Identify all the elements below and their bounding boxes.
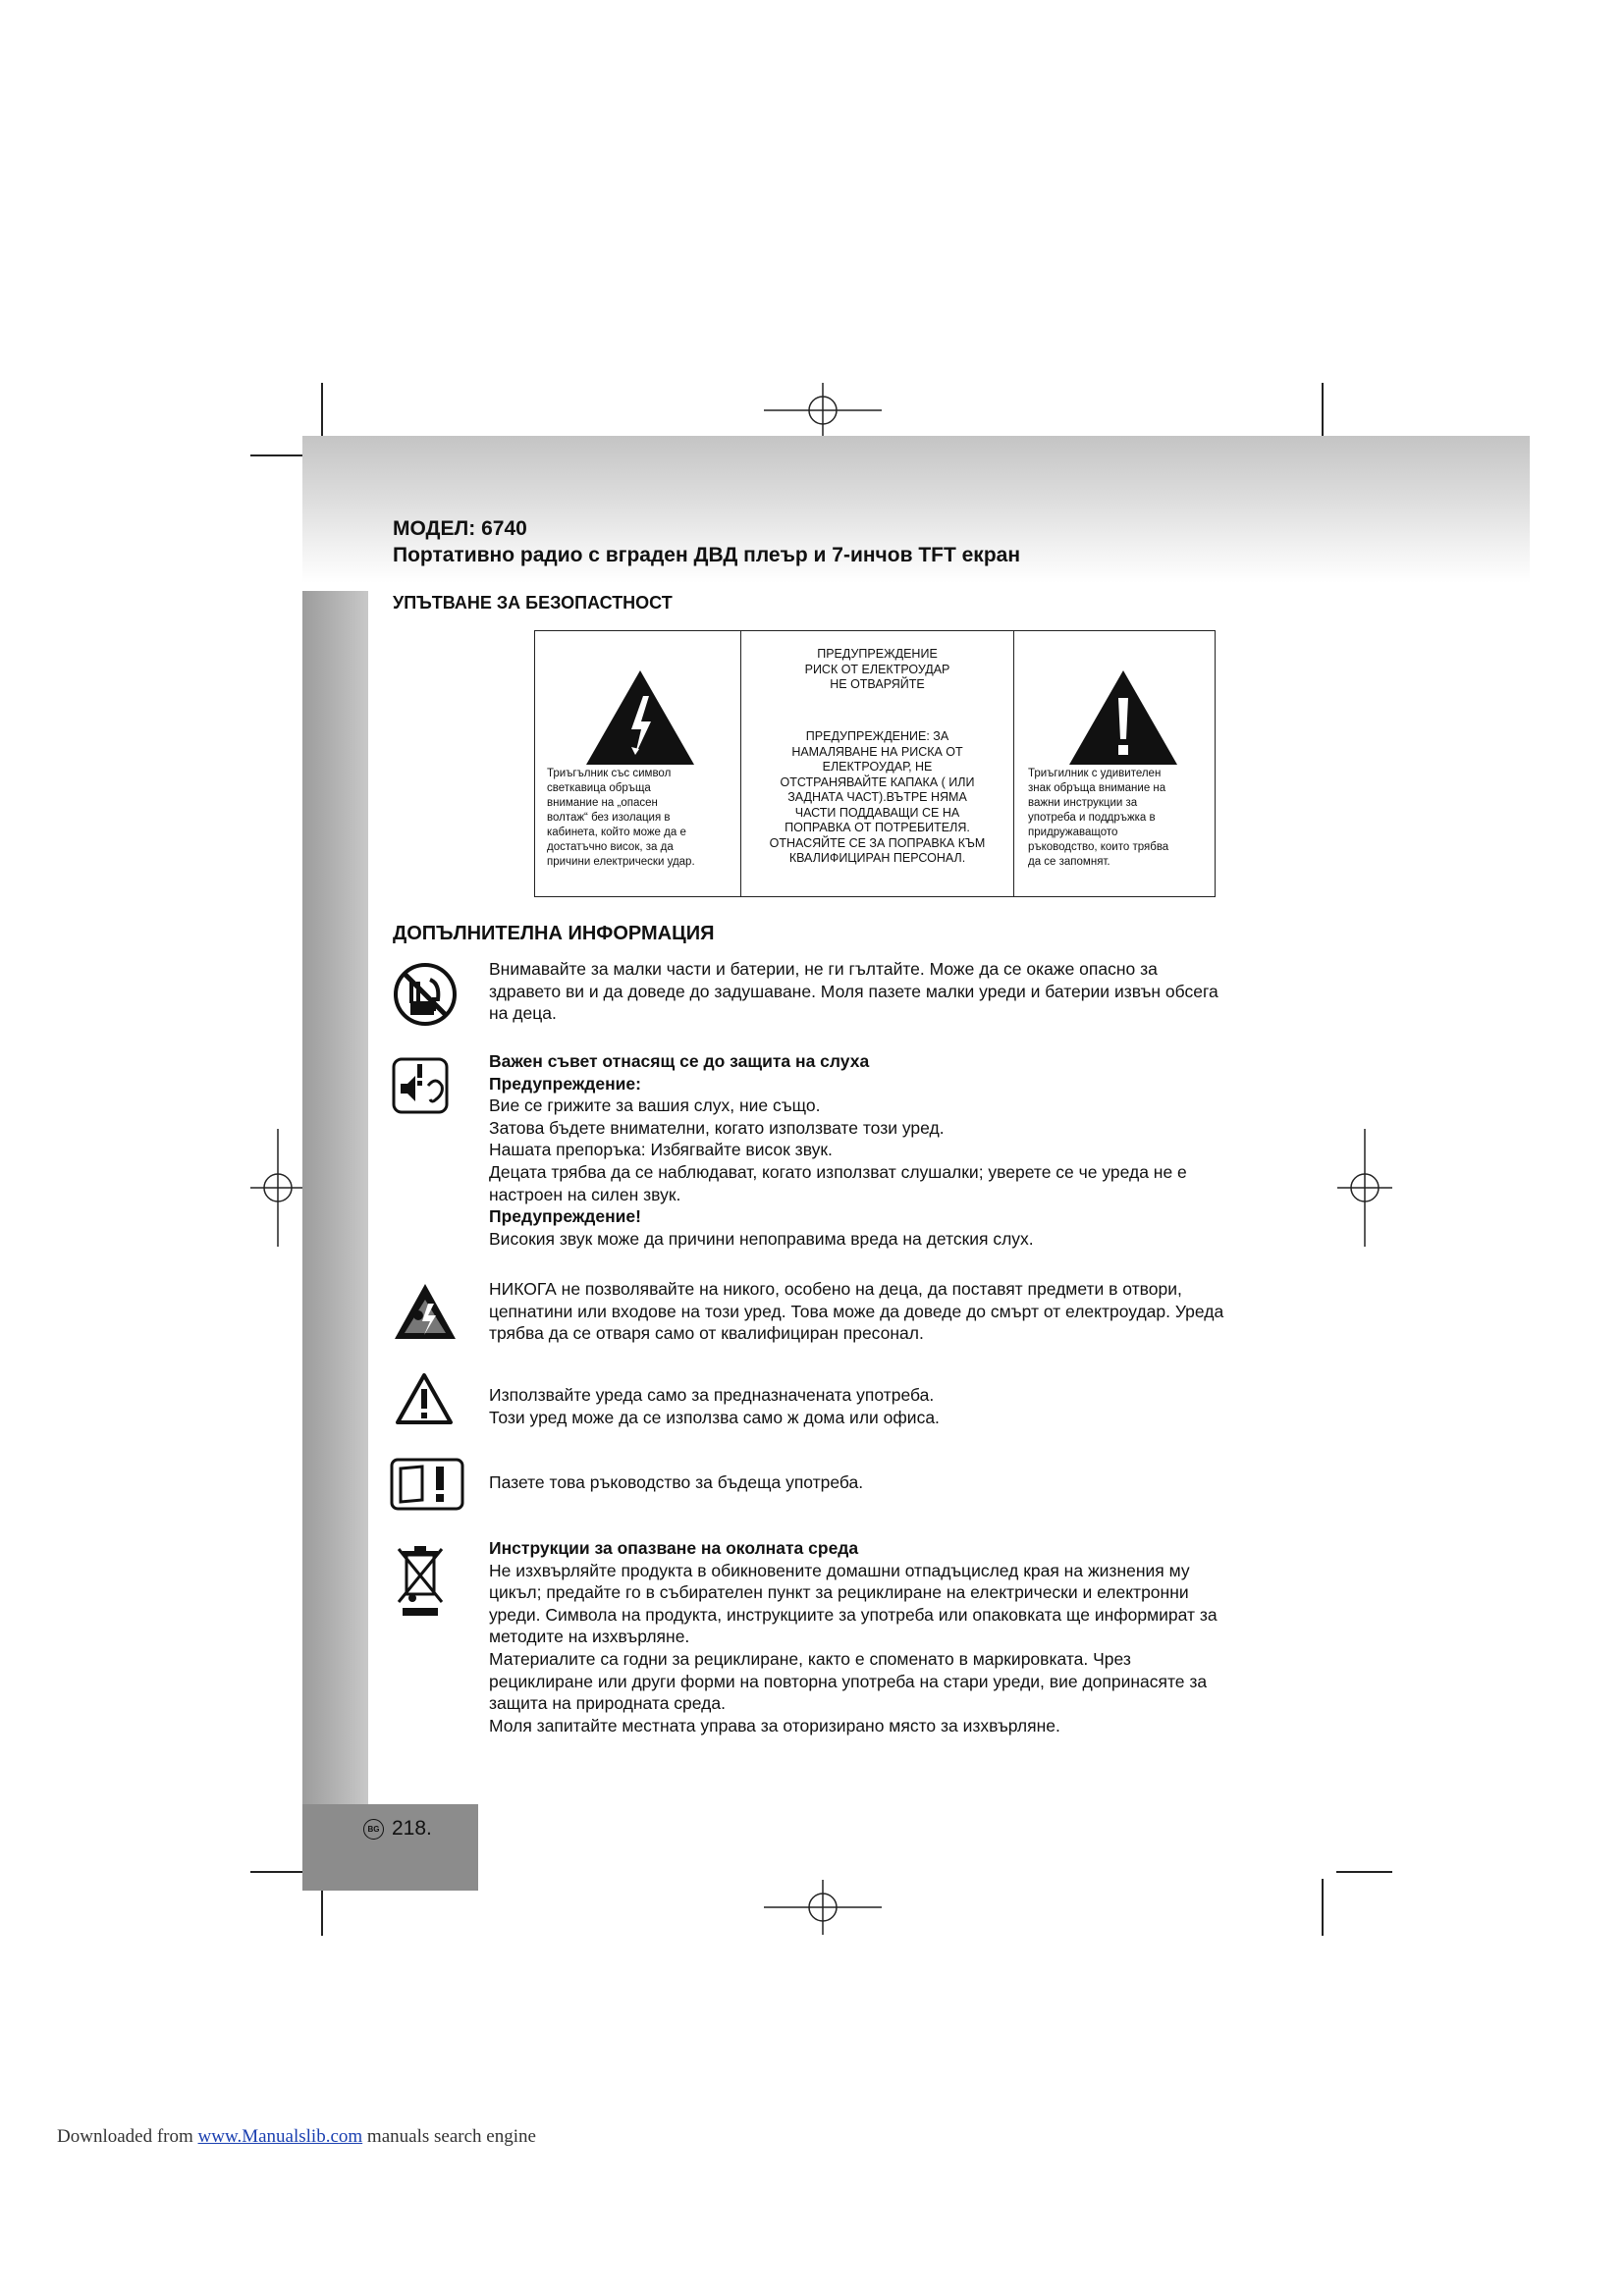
- crop-mark: [321, 383, 323, 440]
- crop-mark: [250, 1871, 306, 1873]
- hearing-warning-label-2: Предупреждение!: [489, 1206, 641, 1227]
- language-badge: BG: [363, 1819, 384, 1840]
- crop-mark: [1322, 1879, 1324, 1936]
- page-number: [363, 1817, 432, 1841]
- small-parts-text: Внимавайте за малки части и батерии, не ги гълтайте. Може да се окаже опасно за здравето ви и да доведе до задушаване. Моля пазете малки уреди и батерии извън обсега на деца.: [489, 959, 1218, 1024]
- registration-mark-icon: [764, 1880, 882, 1935]
- product-subtitle: Портативно радио с вграден ДВД плеър и 7-инчов TFT екран: [393, 544, 1021, 566]
- warning-table: [534, 630, 1216, 897]
- manual-text: Пазете това ръководство за бъдеща употреба.: [489, 1472, 864, 1492]
- caution-caption: Триъгилник с удивителен знак обръща внимание на важни инструкции за употреба и поддръжка в придружаващото ръководство, които трябва да се запомнят.: [1028, 768, 1169, 868]
- model-title: МОДЕЛ: 6740: [393, 517, 527, 540]
- lightning-triangle-icon: [584, 668, 696, 767]
- hearing-warning-label: Предупреждение:: [489, 1073, 641, 1094]
- never-insert-text: НИКОГА не позволявайте на никого, особено на деца, да поставят предмети в отвори, цепнатини или входове на този уред. Това може да доведе до смърт от електроудар. Уреда трябва да се отваря само от квалифициран пресонал.: [489, 1279, 1224, 1344]
- caution-cell: [1014, 631, 1215, 896]
- side-bar: [302, 591, 368, 1806]
- page-number-text: 218.: [392, 1817, 432, 1840]
- hearing-title: Важен съвет отнасящ се до защита на слуха: [489, 1051, 870, 1071]
- high-voltage-cell: [535, 631, 741, 896]
- usage-text: Използвайте уреда само за предназначената употреба. Този уред може да се използва само ж дома или офиса.: [489, 1385, 940, 1427]
- electrocution-warning-icon: [393, 1282, 458, 1341]
- manual-book-icon: [389, 1457, 465, 1512]
- environment-text: Инструкции за опазване на околната среда Не изхвърляйте продукта в обикновените домашни отпадъцислед края на жизнения му цикъл; предайте го в събирателен пункт за рециклиране на електрически и електронни уреди. Символа на продукта, инструкциите за употреба или опаковката ще информират за методите на изхвърляне. Материалите са годни за рециклиране, както е споменато в маркировката. Чрез рециклиране или други форми на повторна употреба на стари уреди, вие допринасяте за защита на природната среда. Моля запитайте местната управа за оторизирано място за изхвърляне.: [489, 1537, 1322, 1736]
- registration-mark-icon: [250, 1129, 305, 1247]
- crop-mark: [1336, 1871, 1392, 1873]
- warning-triangle-icon: [395, 1372, 454, 1425]
- high-voltage-caption: Триъгълник със символ светкавица обръща внимание на „опасен волтаж“ без изолация в кабинета, който може да е достатъчно висок, за да причини електрически удар.: [547, 768, 695, 868]
- exclamation-triangle-icon: [1067, 668, 1179, 767]
- hearing-text: Важен съвет отнасящ се до защита на слуха Предупреждение: Вие се грижите за вашия слух, ние също. Затова бъдете внимателни, когато използвате този уред. Нашата препоръка: Избягвайте висок звук. Децата трябва да се наблюдават, когато използват слушалки; уверете се че уреда не е настроен на силен звук. Предупреждение! Високия звук може да причини непоправима вреда на детския слух.: [489, 1050, 1322, 1250]
- safety-heading: УПЪТВАНЕ ЗА БЕЗОПАСТНОСТ: [393, 593, 673, 613]
- crop-mark: [250, 454, 306, 456]
- warning-service-text: ПРЕДУПРЕЖДЕНИЕ: ЗА НАМАЛЯВАНЕ НА РИСКА ОТ ЕЛЕКТРОУДАР, НЕ ОТСТРАНЯВАЙТЕ КАПАКА ( ИЛИ ЗАДНАТА ЧАСТ).ВЪТРЕ НЯМА ЧАСТИ ПОДДАВАЩИ СЕ НА ПОПРАВКА ОТ ПОТРЕБИТЕЛЯ. ОТНАСЯЙТЕ СЕ ЗА ПОПРАВКА КЪМ КВАЛИФИЦИРАН ПЕРСОНАЛ.: [769, 729, 986, 865]
- additional-info-heading: ДОПЪЛНИТЕЛНА ИНФОРМАЦИЯ: [393, 923, 715, 944]
- warning-text-cell: [741, 631, 1014, 896]
- download-footer: Downloaded from www.Manualslib.com manuals search engine: [57, 2126, 536, 2147]
- crossed-bin-icon: [393, 1543, 448, 1618]
- no-eating-icon: [393, 962, 458, 1027]
- crop-mark: [1322, 383, 1324, 440]
- registration-mark-icon: [764, 383, 882, 438]
- hearing-warning-icon: [391, 1056, 450, 1115]
- environment-title: Инструкции за опазване на околната среда: [489, 1538, 859, 1558]
- manualslib-link[interactable]: www.Manualslib.com: [197, 2126, 363, 2147]
- registration-mark-icon: [1337, 1129, 1392, 1247]
- warning-risk-text: ПРЕДУПРЕЖДЕНИЕ РИСК ОТ ЕЛЕКТРОУДАР НЕ ОТВАРЯЙТЕ: [804, 647, 950, 691]
